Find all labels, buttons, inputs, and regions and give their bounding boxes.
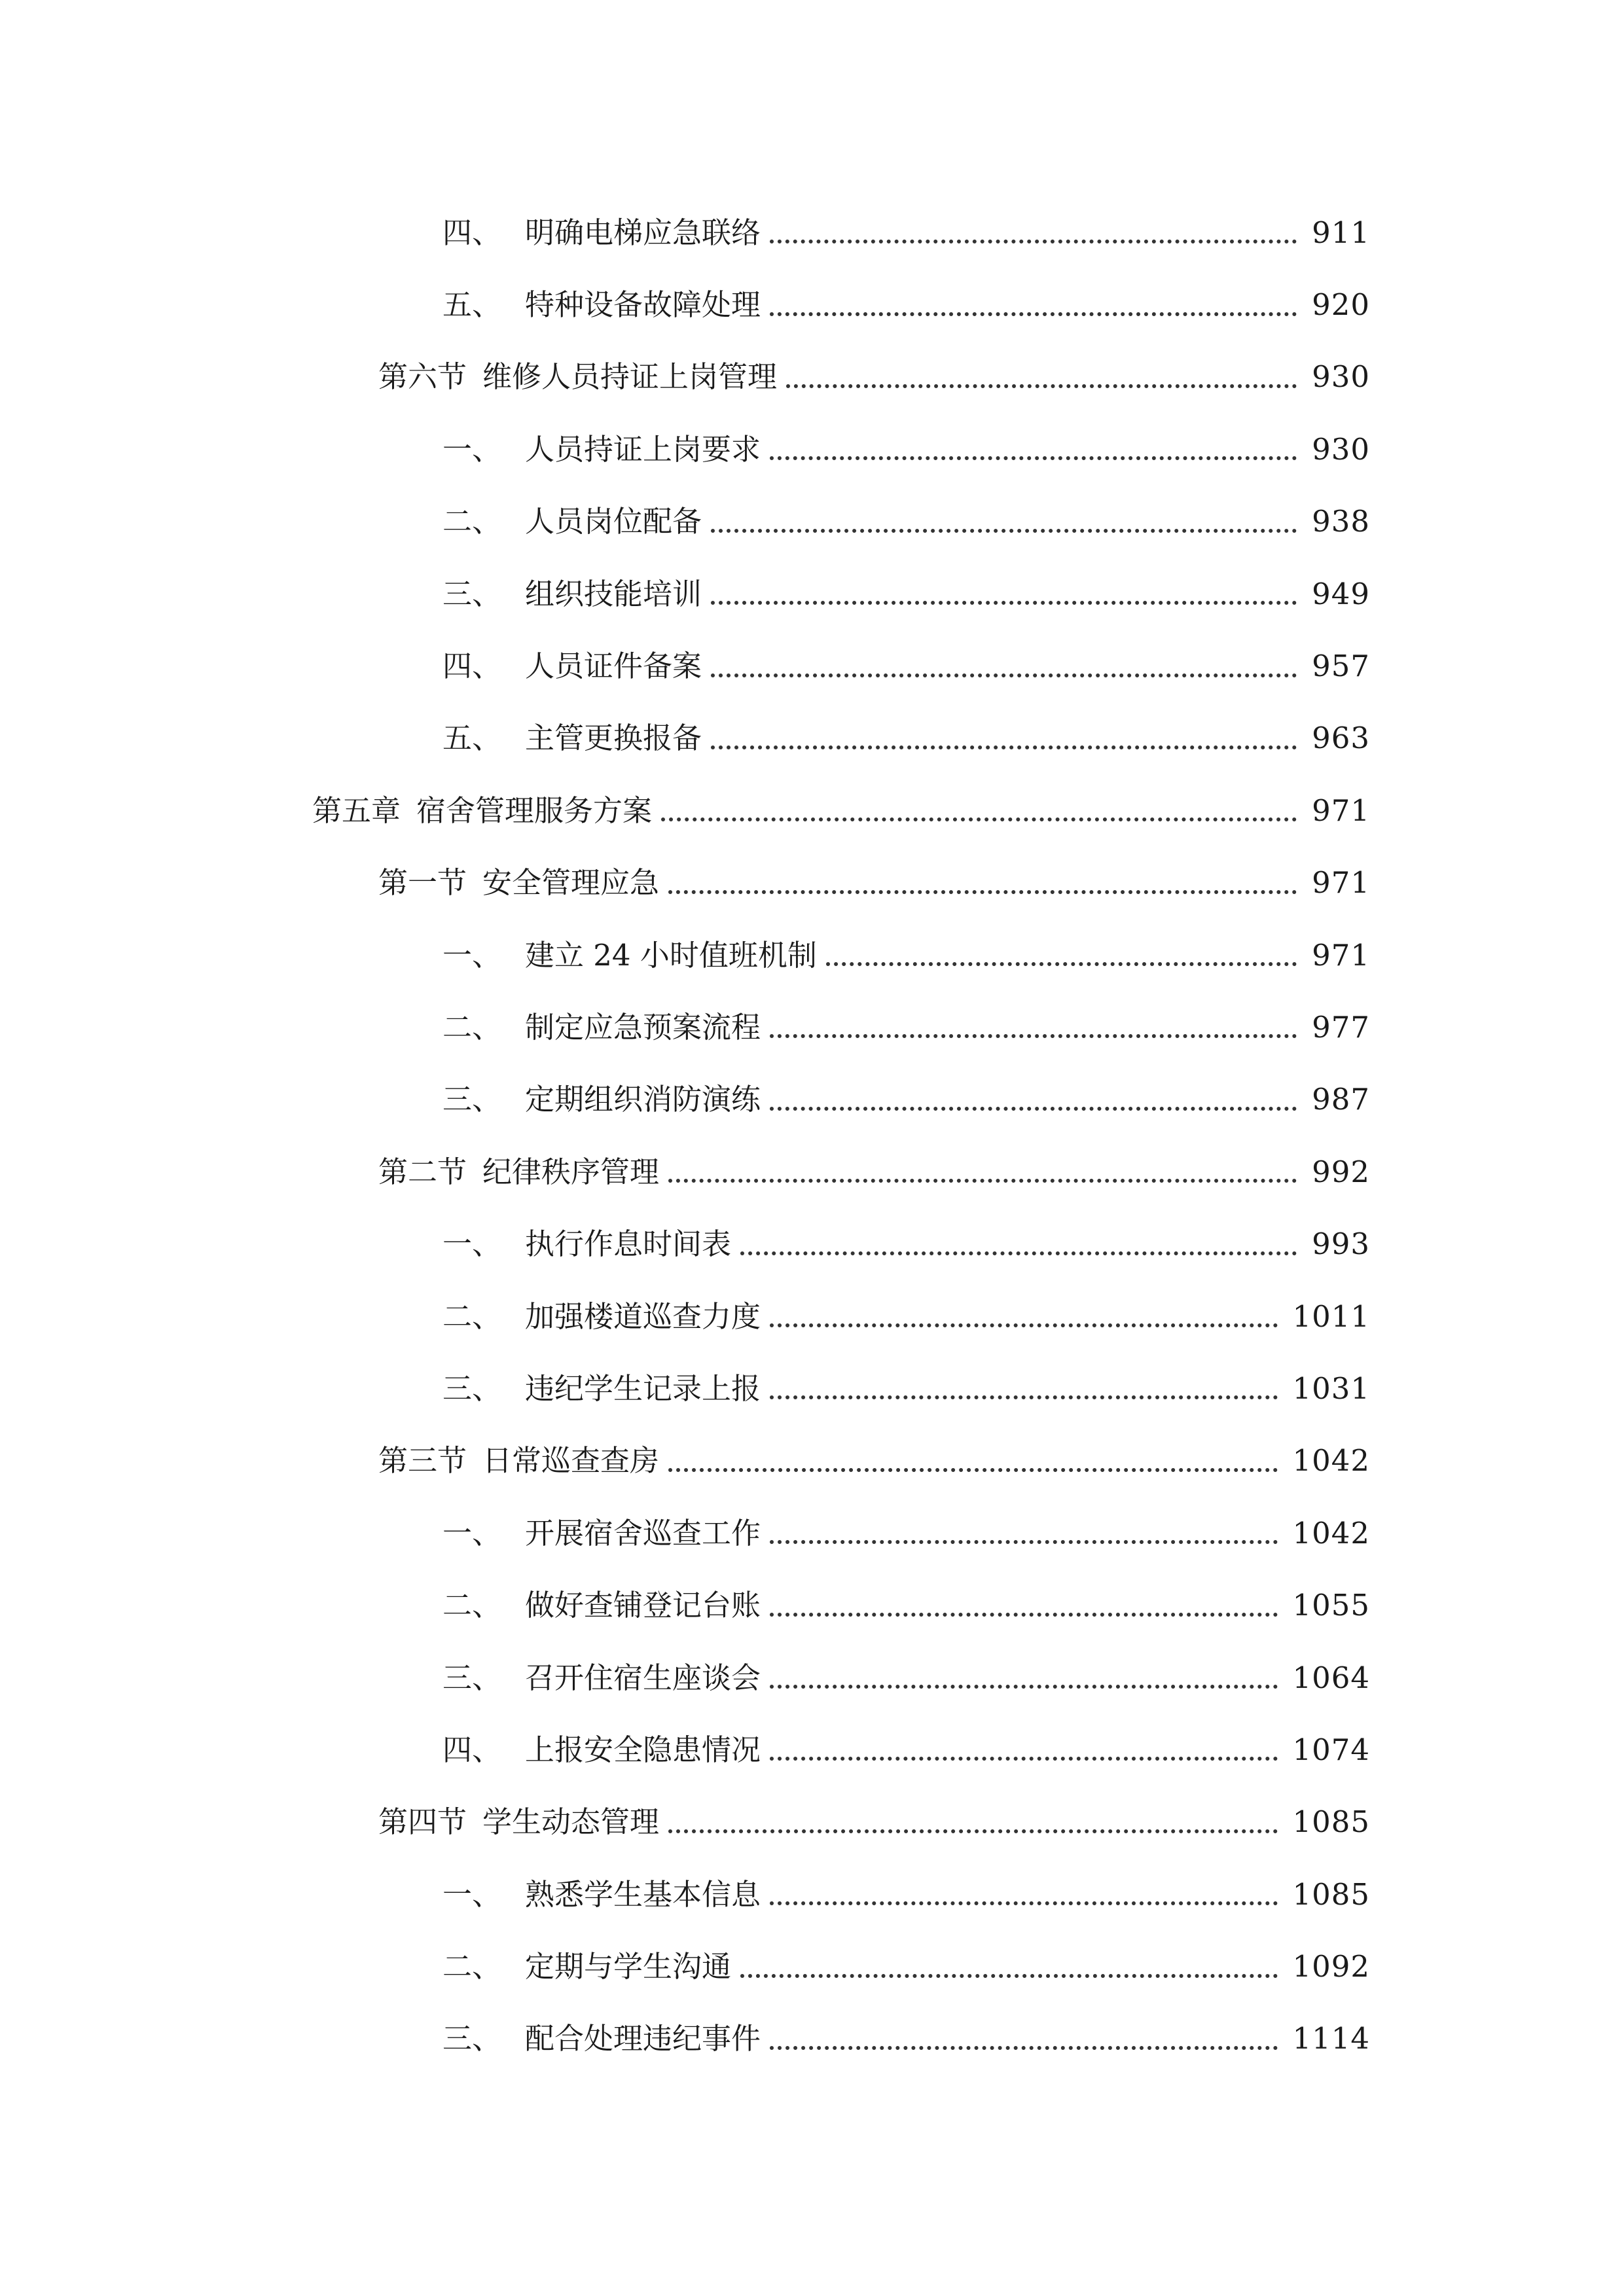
dot-leader — [711, 673, 1297, 677]
toc-entry-page-number: 1064 — [1292, 1660, 1370, 1695]
toc-entry-number: 三、 — [442, 1660, 502, 1695]
toc-entry-page-number: 1114 — [1292, 2021, 1370, 2056]
toc-entry-section[interactable] — [0, 341, 1624, 413]
toc-entry-item[interactable] — [0, 1569, 1624, 1641]
toc-entry-item[interactable] — [0, 1064, 1624, 1136]
toc-entry-title: 召开住宿生座谈会 — [525, 1660, 761, 1695]
toc-entry-number: 一、 — [442, 1515, 502, 1551]
toc-entry-page-number: 987 — [1312, 1082, 1370, 1117]
dot-leader — [770, 1395, 1278, 1399]
toc-entry-number: 四、 — [442, 649, 502, 684]
toc-entry-number: 第三节 — [378, 1443, 467, 1479]
toc-entry-page-number: 930 — [1312, 431, 1370, 467]
toc-entry-page-number: 949 — [1312, 576, 1370, 611]
toc-entry-number: 第五章 — [312, 793, 401, 828]
toc-entry-page-number: 1011 — [1292, 1299, 1370, 1334]
toc-entry-number: 二、 — [442, 504, 502, 539]
toc-entry-title: 组织技能培训 — [525, 576, 702, 611]
toc-entry-number: 二、 — [442, 1588, 502, 1623]
dot-leader — [668, 1179, 1297, 1183]
toc-entry-number: 二、 — [442, 1299, 502, 1334]
toc-entry-item[interactable] — [0, 1497, 1624, 1569]
toc-entry-page-number: 1085 — [1292, 1876, 1370, 1912]
toc-entry-number: 一、 — [442, 1227, 502, 1262]
toc-entry-title: 加强楼道巡查力度 — [525, 1299, 761, 1334]
toc-entry-title: 学生动态管理 — [482, 1804, 660, 1840]
toc-entry-page-number: 1055 — [1292, 1588, 1370, 1623]
dot-leader — [826, 962, 1297, 966]
dot-leader — [740, 1974, 1278, 1978]
toc-entry-title: 安全管理应急 — [482, 865, 660, 901]
toc-entry-page-number: 971 — [1312, 937, 1370, 973]
dot-leader — [711, 601, 1297, 605]
toc-entry-number: 第四节 — [378, 1804, 467, 1840]
toc-entry-title: 维修人员持证上岗管理 — [482, 359, 778, 395]
dot-leader — [770, 1685, 1278, 1689]
toc-entry-number: 五、 — [442, 721, 502, 756]
toc-entry-number: 二、 — [442, 1009, 502, 1045]
toc-entry-item[interactable] — [0, 486, 1624, 558]
toc-entry-item[interactable] — [0, 2003, 1624, 2075]
toc-entry-chapter[interactable] — [0, 774, 1624, 846]
dot-leader — [770, 1757, 1278, 1761]
toc-entry-number: 二、 — [442, 1949, 502, 1984]
dot-leader — [770, 1034, 1297, 1038]
toc-entry-item[interactable] — [0, 196, 1624, 268]
toc-entry-page-number: 957 — [1312, 649, 1370, 684]
toc-entry-page-number: 930 — [1312, 359, 1370, 395]
toc-entry-page-number: 911 — [1312, 215, 1370, 250]
toc-entry-page-number: 1031 — [1292, 1371, 1370, 1406]
dot-leader — [668, 1468, 1278, 1472]
dot-leader — [770, 240, 1297, 243]
toc-entry-title: 人员证件备案 — [525, 649, 702, 684]
toc-entry-page-number: 1092 — [1292, 1949, 1370, 1984]
toc-entry-item[interactable] — [0, 702, 1624, 774]
dot-leader — [668, 890, 1297, 894]
toc-entry-title: 开展宿舍巡查工作 — [525, 1515, 761, 1551]
dot-leader — [770, 456, 1297, 460]
toc-entry-item[interactable] — [0, 1713, 1624, 1785]
toc-entry-page-number: 938 — [1312, 504, 1370, 539]
toc-entry-page-number: 1042 — [1292, 1443, 1370, 1479]
toc-entry-title: 特种设备故障处理 — [525, 287, 761, 323]
toc-entry-title: 宿舍管理服务方案 — [416, 793, 653, 828]
toc-entry-item[interactable] — [0, 413, 1624, 485]
toc-entry-page-number: 993 — [1312, 1227, 1370, 1262]
dot-leader — [770, 1901, 1278, 1905]
dot-leader — [711, 745, 1297, 749]
toc-entry-section[interactable] — [0, 1786, 1624, 1858]
toc-entry-item[interactable] — [0, 991, 1624, 1063]
toc-entry-number: 四、 — [442, 215, 502, 250]
toc-entry-title: 主管更换报备 — [525, 721, 702, 756]
toc-entry-title: 熟悉学生基本信息 — [525, 1876, 761, 1912]
dot-leader — [770, 1540, 1278, 1544]
toc-entry-page-number: 920 — [1312, 287, 1370, 323]
toc-entry-number: 一、 — [442, 937, 502, 973]
toc-entry-title: 定期与学生沟通 — [525, 1949, 732, 1984]
toc-entry-page-number: 1085 — [1292, 1804, 1370, 1840]
toc-entry-item[interactable] — [0, 630, 1624, 702]
toc-entry-number: 一、 — [442, 1876, 502, 1912]
toc-entry-title: 人员持证上岗要求 — [525, 431, 761, 467]
dot-leader — [740, 1251, 1297, 1255]
toc-entry-page-number: 1042 — [1292, 1515, 1370, 1551]
toc-entry-title: 制定应急预案流程 — [525, 1009, 761, 1045]
toc-entry-item[interactable] — [0, 1930, 1624, 2002]
toc-entry-number: 三、 — [442, 1082, 502, 1117]
toc-entry-title: 定期组织消防演练 — [525, 1082, 761, 1117]
toc-entry-title: 执行作息时间表 — [525, 1227, 732, 1262]
dot-leader — [770, 312, 1297, 316]
toc-entry-number: 第六节 — [378, 359, 467, 395]
dot-leader — [770, 1323, 1278, 1327]
toc-entry-title: 日常巡查查房 — [482, 1443, 660, 1479]
toc-entry-title: 人员岗位配备 — [525, 504, 702, 539]
toc-entry-number: 一、 — [442, 431, 502, 467]
toc-entry-page-number: 977 — [1312, 1009, 1370, 1045]
toc-entry-page-number: 971 — [1312, 865, 1370, 901]
toc-entry-title: 建立 24 小时值班机制 — [525, 937, 817, 973]
toc-entry-number: 三、 — [442, 2021, 502, 2056]
toc-entry-title: 违纪学生记录上报 — [525, 1371, 761, 1406]
dot-leader — [661, 817, 1297, 821]
toc-entry-item[interactable] — [0, 1858, 1624, 1930]
toc-entry-title: 配合处理违纪事件 — [525, 2021, 761, 2056]
toc-entry-item[interactable] — [0, 919, 1624, 991]
dot-leader — [668, 1829, 1278, 1833]
toc-entry-number: 第一节 — [378, 865, 467, 901]
toc-entry-number: 第二节 — [378, 1154, 467, 1189]
toc-entry-title: 明确电梯应急联络 — [525, 215, 761, 250]
toc-entry-section[interactable] — [0, 1136, 1624, 1208]
toc-entry-page-number: 992 — [1312, 1154, 1370, 1189]
toc-entry-item[interactable] — [0, 268, 1624, 340]
toc-entry-title: 上报安全隐患情况 — [525, 1732, 761, 1767]
toc-entry-page-number: 1074 — [1292, 1732, 1370, 1767]
toc-entry-item[interactable] — [0, 1280, 1624, 1352]
toc-entry-number: 三、 — [442, 576, 502, 611]
toc-entry-number: 四、 — [442, 1732, 502, 1767]
toc-entry-item[interactable] — [0, 558, 1624, 630]
toc-entry-number: 五、 — [442, 287, 502, 323]
toc-entry-page-number: 971 — [1312, 793, 1370, 828]
toc-entry-item[interactable] — [0, 1641, 1624, 1713]
dot-leader — [711, 529, 1297, 533]
dot-leader — [770, 1107, 1297, 1111]
toc-entry-page-number: 963 — [1312, 721, 1370, 756]
toc-entry-section[interactable] — [0, 1425, 1624, 1497]
dot-leader — [786, 384, 1297, 388]
toc-entry-item[interactable] — [0, 1352, 1624, 1424]
toc-entry-number: 三、 — [442, 1371, 502, 1406]
toc-entry-title: 做好查铺登记台账 — [525, 1588, 761, 1623]
toc-entry-item[interactable] — [0, 1208, 1624, 1280]
table-of-contents — [0, 196, 1624, 2075]
toc-entry-section[interactable] — [0, 847, 1624, 919]
toc-entry-title: 纪律秩序管理 — [482, 1154, 660, 1189]
dot-leader — [770, 1613, 1278, 1617]
dot-leader — [770, 2046, 1278, 2050]
